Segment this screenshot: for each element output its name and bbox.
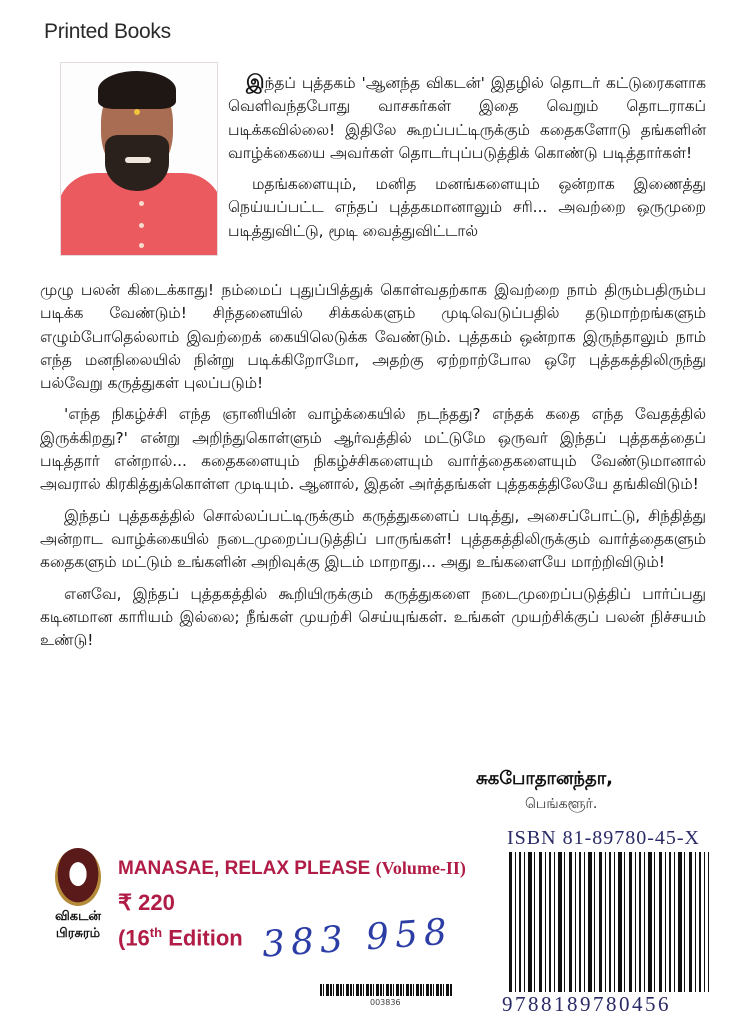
photo-tilak — [134, 109, 140, 115]
drop-letter: இ — [246, 71, 265, 93]
book-volume: (Volume-II) — [375, 858, 466, 878]
shirt-button — [139, 223, 144, 228]
shirt-button — [139, 201, 144, 206]
author-place: பெங்களூர். — [525, 796, 598, 812]
edition-suffix: th — [149, 925, 163, 940]
header-label: Printed Books — [44, 20, 171, 43]
book-price: ₹ 220 — [118, 890, 175, 915]
author-signature: சுகபோதானந்தா, — [476, 768, 613, 789]
main-text-block — [40, 279, 706, 660]
edition-label: Edition — [162, 925, 243, 951]
inventory-barcode-number: 003836 — [370, 998, 401, 1007]
publisher-name-line1: விகடன் — [54, 909, 102, 924]
shirt-button — [139, 243, 144, 248]
vikatan-logo-icon — [55, 848, 101, 906]
isbn-label: ISBN 81-89780-45-X — [507, 827, 700, 849]
paragraph-4: இந்தப் புத்தகத்தில் சொல்லப்பட்டிருக்கும் கருத்துகளைப் படித்து, அசைப்போட்டு, சிந்தித்து அன்றாட வாழ்க்கையில் நடைமுறைப்படுத்திப் பாருங்கள்! புத்தகத்திலிருக்கும் வார்த்தைகளும் கதைகளும் மட்டும் உங்களின் அறிவுக்கு இடம் மாறாது... அது உங்களையே மாற்றிவிடும்! — [40, 506, 706, 572]
paragraph-3: 'எந்த நிகழ்ச்சி எந்த ஞானியின் வாழ்க்கையில் நடந்தது? எந்தக் கதை எந்த வேதத்தில் இருக்கிறது?' என்று அறிந்துகொள்ளும் ஆர்வத்தில் மட்டுமே ஒருவர் இந்தப் புத்தகத்தைப் படித்தார் என்றால்... கதைகளையும் நிகழ்ச்சிகளையும் வார்த்தைகளையும் வேண்டுமானால் அவரால் கிரகித்துக்கொள்ள முடியும். ஆனால், இதன் அர்த்தங்கள் புத்தகத்திலேயே தங்கிவிடும்! — [40, 405, 706, 494]
publisher-logo-block — [52, 848, 104, 942]
intro-text-block — [228, 71, 706, 243]
paragraph-1 — [228, 71, 706, 165]
author-photo — [60, 62, 218, 256]
paragraph-2-top: மதங்களையும், மனித மனங்களையும் ஒன்றாக இணைத்து நெய்யப்பட்ட எந்தப் புத்தகமானாலும் சரி... அவற்றை ஒருமுறை படித்துவிட்டு, மூடி வைத்துவிட்டால் — [228, 175, 706, 240]
publisher-name-line2: பிரசுரம் — [55, 926, 101, 941]
book-edition — [118, 925, 243, 951]
isbn-barcode-number: 9788189780456 — [502, 992, 671, 1016]
paragraph-1-text: ந்தப் புத்தகம் 'ஆனந்த விகடன்' இதழில் தொடர் கட்டுரைகளாக வெளிவந்தபோது வாசகர்கள் இதை வெறும் தொடராகப் படிக்கவில்லை! இதிலே கூறப்பட்டிருக்கும் கதைகளோடு தங்களின் வாழ்க்கையை அவர்கள் தொடர்புப்படுத்திக் கொண்டு படித்தார்கள்! — [228, 74, 706, 162]
edition-number: (16 — [118, 925, 150, 951]
photo-beard — [105, 135, 169, 191]
photo-smile — [125, 157, 151, 163]
isbn-barcode — [509, 852, 709, 992]
book-title — [118, 858, 466, 880]
paragraph-2-bottom: முழு பலன் கிடைக்காது! நம்மைப் புதுப்பித்துக் கொள்வதற்காக இவற்றை நாம் திரும்பதிரும்ப படிக்க வேண்டும்! சிந்தனையில் சிக்கல்களும் முடிவெடுப்பதில் தடுமாற்றங்களும் எழும்போதெல்லாம் இவற்றைக் கையிலெடுக்க வேண்டும். புத்தகம் ஒன்றாக இருந்தாலும் நாம் எந்த மனநிலையில் நின்று படிக்கிறோமோ, அதற்கு ஏற்றாற்போல ஒரே புத்தகத்திலிருந்து பல்வேறு கருத்துகள் புலப்படும்! — [40, 281, 706, 393]
photo-hair — [98, 71, 176, 109]
handwritten-note: 383 958 — [260, 911, 455, 966]
inventory-barcode — [320, 984, 453, 996]
paragraph-5: எனவே, இந்தப் புத்தகத்தில் கூறியிருக்கும் கருத்துகளை நடைமுறைப்படுத்திப் பார்ப்பது கடினமான காரியம் இல்லை; நீங்கள் முயற்சி செய்யுங்கள். உங்கள் முயற்சிக்குப் பலன் நிச்சயம் உண்டு! — [40, 584, 706, 650]
publisher-name — [52, 908, 104, 942]
book-title-text: MANASAE, RELAX PLEASE — [118, 858, 371, 879]
